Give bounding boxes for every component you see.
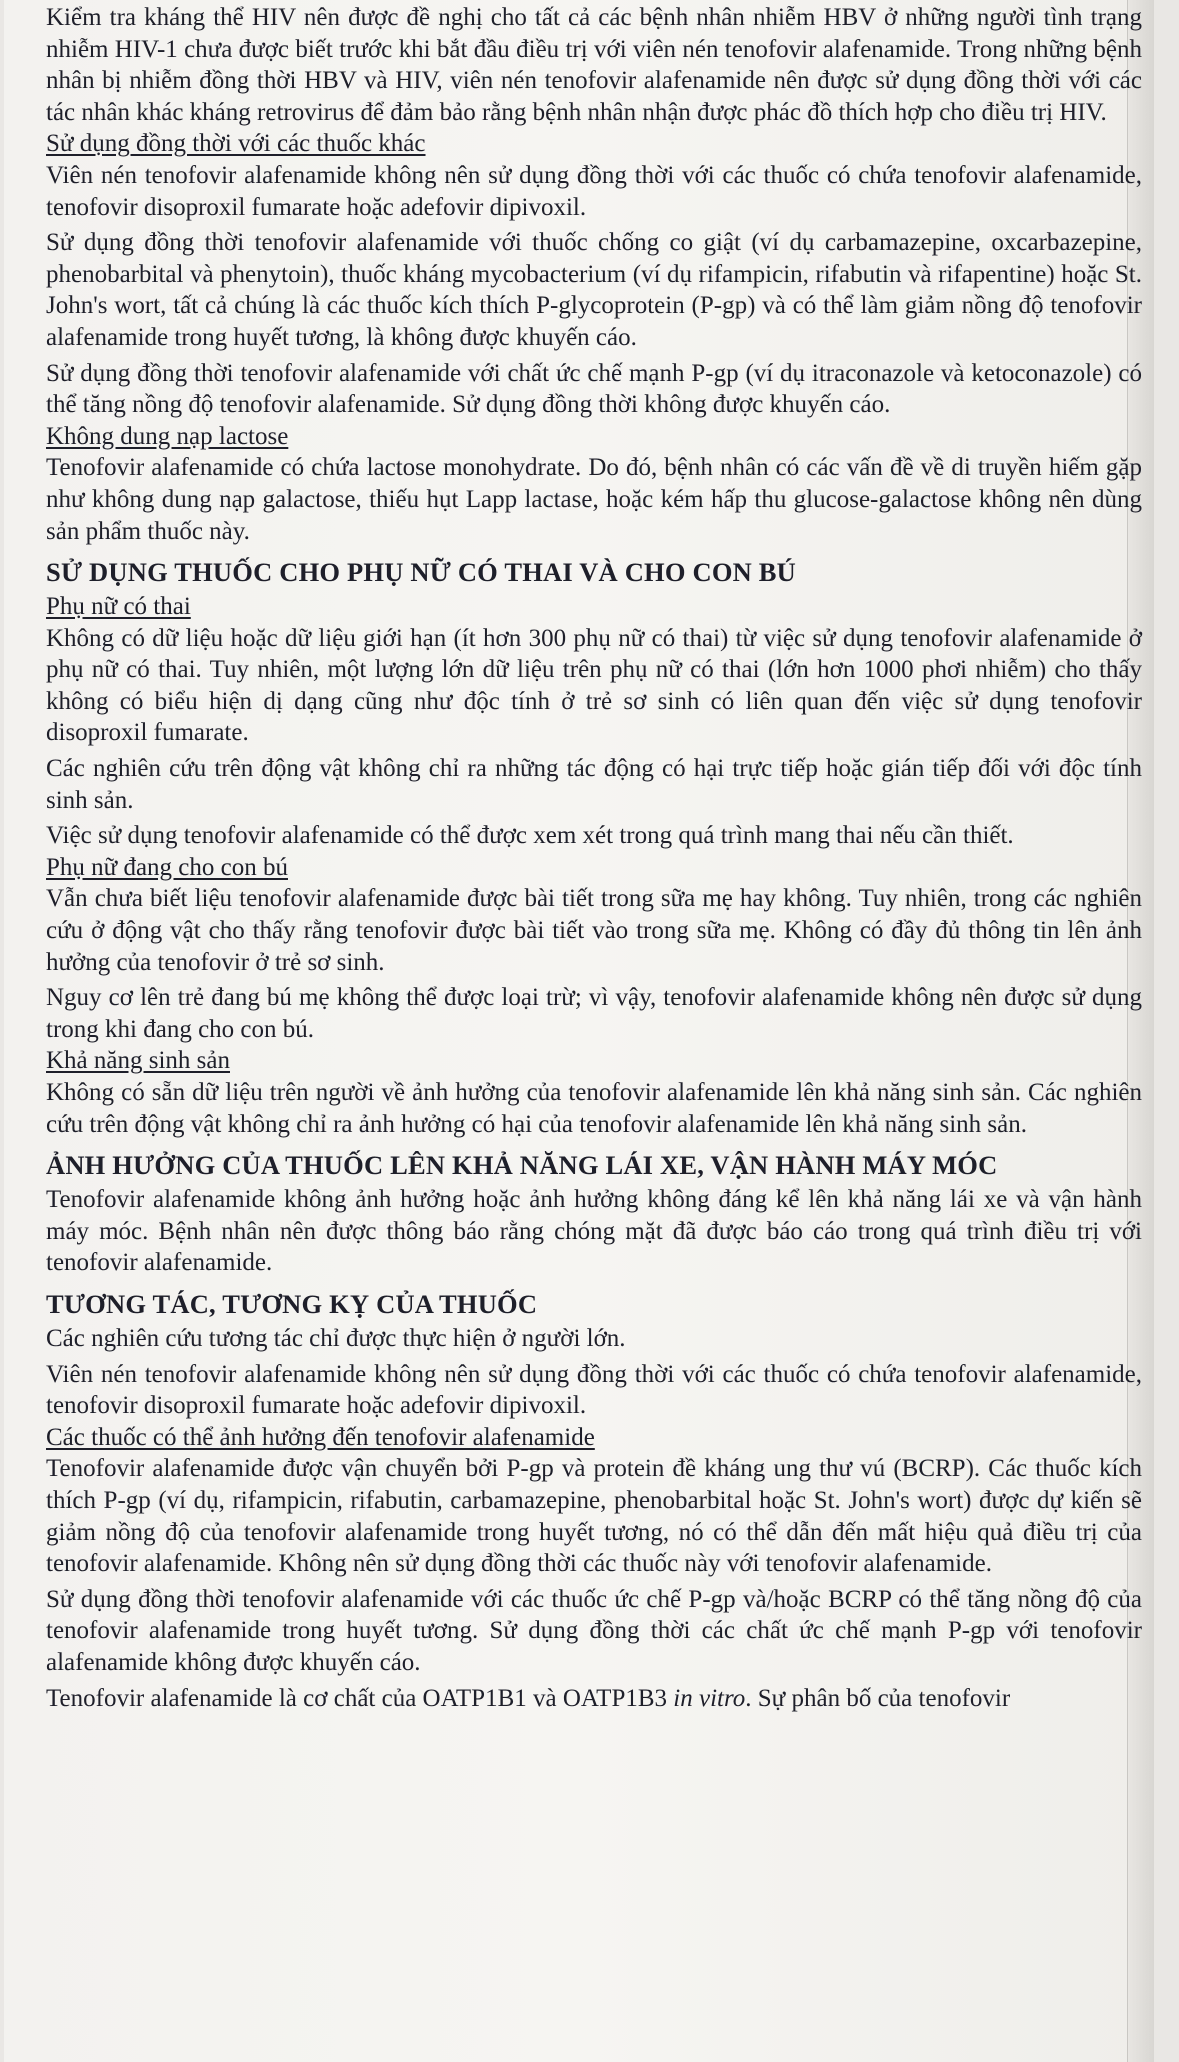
paragraph: Sử dụng đồng thời tenofovir alafenamide với thuốc chống co giật (ví dụ carbamazepine, oxcarbazepine, phenobarbital và phenytoin), thuốc kháng mycobacterium (ví dụ rifampicin, rifabutin và rifapentine) hoặc St. John's wort, tất cả chúng là các thuốc kích thích P-glycoprotein (P-gp) và có thể làm giảm nồng độ tenofovir alafenamide trong huyết tương, là không được khuyến cáo. (46, 229, 1142, 351)
paragraph: Việc sử dụng tenofovir alafenamide có thể được xem xét trong quá trình mang thai nếu cần thiết. (46, 822, 1014, 850)
paragraph (46, 1683, 1142, 1715)
paragraph: Kiểm tra kháng thể HIV nên được đề nghị cho tất cả các bệnh nhân nhiễm HBV ở những người tình trạng nhiễm HIV-1 chưa được biết trước khi bắt đầu điều trị với viên nén tenofovir alafenamide. Trong những bệnh nhân bị nhiễm đồng thời HBV và HIV, viên nén tenofovir alafenamide nên được sử dụng đồng thời với các tác nhân khác kháng retrovirus để đảm bảo rằng bệnh nhân nhận được phác đồ thích hợp cho điều trị HIV. (46, 4, 1142, 126)
paragraph: Sử dụng đồng thời tenofovir alafenamide với chất ức chế mạnh P-gp (ví dụ itraconazole và ketoconazole) có thể tăng nồng độ tenofovir alafenamide. Sử dụng đồng thời không được khuyến cáo. (46, 359, 1142, 419)
paragraph: Không có sẵn dữ liệu trên người về ảnh hưởng của tenofovir alafenamide lên khả năng sinh sản. Các nghiên cứu trên động vật không chỉ ra ảnh hưởng có hại của tenofovir alafenamide lên khả năng sinh sản. (46, 1079, 1142, 1138)
subheading-fertility: Khả năng sinh sản (46, 1047, 230, 1075)
text-run: . Sự phân bố của tenofovir (745, 1684, 1011, 1712)
italic-term: in vitro (673, 1684, 746, 1712)
subheading-lactose-intolerance: Không dung nạp lactose (46, 422, 289, 450)
paragraph: Viên nén tenofovir alafenamide không nên sử dụng đồng thời với các thuốc có chứa tenofovir alafenamide, tenofovir disoproxil fumarate hoặc adefovir dipivoxil. (46, 1360, 1142, 1420)
paragraph: Nguy cơ lên trẻ đang bú mẹ không thể được loại trừ; vì vậy, tenofovir alafenamide không nên được sử dụng trong khi đang cho con bú. (46, 984, 1142, 1043)
section-heading-interactions: TƯƠNG TÁC, TƯƠNG KỴ CỦA THUỐC (46, 1288, 538, 1319)
subheading-concomitant-use: Sử dụng đồng thời với các thuốc khác (46, 130, 426, 158)
subheading-breastfeeding: Phụ nữ đang cho con bú (46, 853, 288, 881)
paragraph: Tenofovir alafenamide được vận chuyển bởi P-gp và protein đề kháng ung thư vú (BCRP). Các thuốc kích thích P-gp (ví dụ, rifampicin, rifabutin, carbamazepine, phenobarbital hoặc St. John's wort) được dự kiến sẽ giảm nồng độ của tenofovir alafenamide trong huyết tương, nó có thể dẫn đến mất hiệu quả điều trị của tenofovir alafenamide. Không nên sử dụng đồng thời các thuốc này với tenofovir alafenamide. (46, 1455, 1142, 1578)
section-heading-driving: ẢNH HƯỞNG CỦA THUỐC LÊN KHẢ NĂNG LÁI XE, VẬN HÀNH MÁY MÓC (46, 1150, 998, 1181)
paragraph: Viên nén tenofovir alafenamide không nên sử dụng đồng thời với các thuốc có chứa tenofovir alafenamide, tenofovir disoproxil fumarate hoặc adefovir dipivoxil. (46, 161, 1142, 221)
paragraph: Sử dụng đồng thời tenofovir alafenamide với các thuốc ức chế P-gp và/hoặc BCRP có thể tăng nồng độ của tenofovir alafenamide trong huyết tương. Sử dụng đồng thời các chất ức chế mạnh P-gp với tenofovir alafenamide không được khuyến cáo. (46, 1585, 1142, 1676)
text-run: Tenofovir alafenamide là cơ chất của OATP1B1 và OATP1B3 (46, 1684, 674, 1712)
subheading-drugs-affecting-taf: Các thuốc có thể ảnh hưởng đến tenofovir alafenamide (46, 1423, 595, 1451)
subheading-pregnant-women: Phụ nữ có thai (46, 593, 191, 621)
leaflet-page (4, 0, 1154, 2062)
paragraph: Tenofovir alafenamide không ảnh hưởng hoặc ảnh hưởng không đáng kể lên khả năng lái xe và vận hành máy móc. Bệnh nhân nên được thông báo rằng chóng mặt đã được báo cáo trong quá trình điều trị với tenofovir alafenamide. (46, 1186, 1142, 1277)
document-body (46, 2, 1142, 1714)
section-heading-pregnancy-lactation: SỬ DỤNG THUỐC CHO PHỤ NỮ CÓ THAI VÀ CHO CON BÚ (46, 557, 797, 588)
paragraph: Các nghiên cứu trên động vật không chỉ ra những tác động có hại trực tiếp hoặc gián tiếp đối với độc tính sinh sản. (46, 755, 1142, 814)
paragraph: Các nghiên cứu tương tác chỉ được thực hiện ở người lớn. (46, 1324, 626, 1352)
paragraph: Tenofovir alafenamide có chứa lactose monohydrate. Do đó, bệnh nhân có các vấn đề về di truyền hiếm gặp như không dung nạp galactose, thiếu hụt Lapp lactase, hoặc kém hấp thu glucose-galactose không nên dùng sản phẩm thuốc này. (46, 454, 1142, 545)
paragraph: Vẫn chưa biết liệu tenofovir alafenamide được bài tiết trong sữa mẹ hay không. Tuy nhiên, trong các nghiên cứu ở động vật cho thấy rằng tenofovir được bài tiết vào trong sữa mẹ. Không có đầy đủ thông tin lên ảnh hưởng của tenofovir ở trẻ sơ sinh. (46, 885, 1142, 976)
paragraph: Không có dữ liệu hoặc dữ liệu giới hạn (ít hơn 300 phụ nữ có thai) từ việc sử dụng tenofovir alafenamide ở phụ nữ có thai. Tuy nhiên, một lượng lớn dữ liệu trên phụ nữ có thai (lớn hơn 1000 phơi nhiễm) cho thấy không có biểu hiện dị dạng cũng như độc tính ở trẻ sơ sinh có liên quan đến việc sử dụng tenofovir disoproxil fumarate. (46, 624, 1142, 747)
